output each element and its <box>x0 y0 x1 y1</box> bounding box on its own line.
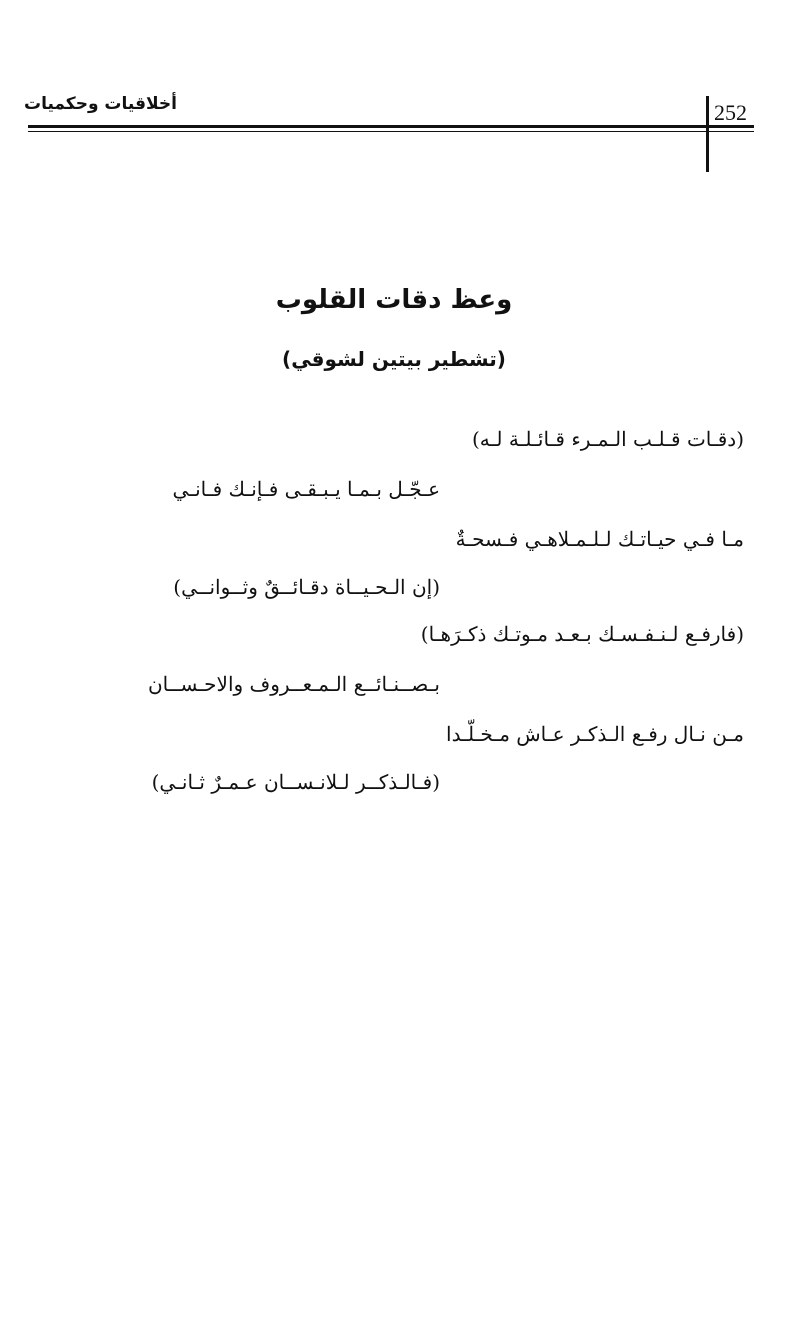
header-rule-thick <box>28 125 754 128</box>
verse-line-1: (دقـات قـلـب الـمـرء قـائـلـة لـه) <box>471 427 744 451</box>
poem-title: وعظ دقات القلوب <box>275 285 513 315</box>
poem-subtitle: (تشطير بيتين لشوقي) <box>282 347 506 371</box>
running-header-title: أخلاقيات وحكميات <box>24 94 177 114</box>
verse-line-3: مـا فـي حيـاتـك لـلـمـلاهـي فـسحـةٌ <box>455 527 744 551</box>
verse-line-6: بـصــنـائــع الـمـعــروف والاحـســان <box>147 672 440 696</box>
verse-line-5: (فارفـع لـنـفـسـك بـعـد مـوتـك ذكـرَهـا) <box>420 622 744 646</box>
verse-line-2: عـجّـل بـمـا يـبـقـى فـإنـك فـانـي <box>172 477 440 501</box>
verse-line-7: مـن نـال رفـع الـذكـر عـاش مـخـلّـدا <box>446 722 744 746</box>
verse-line-4: (إن الـحـيــاة دقـائــقٌ وثــوانــي) <box>173 575 440 599</box>
header-rule-vertical <box>706 96 709 172</box>
verse-line-8: (فـالـذكــر لـلانـســان عـمـرٌ ثـانـي) <box>151 770 440 794</box>
page-number: 252 <box>714 100 747 125</box>
header-rule-thin <box>28 131 754 132</box>
